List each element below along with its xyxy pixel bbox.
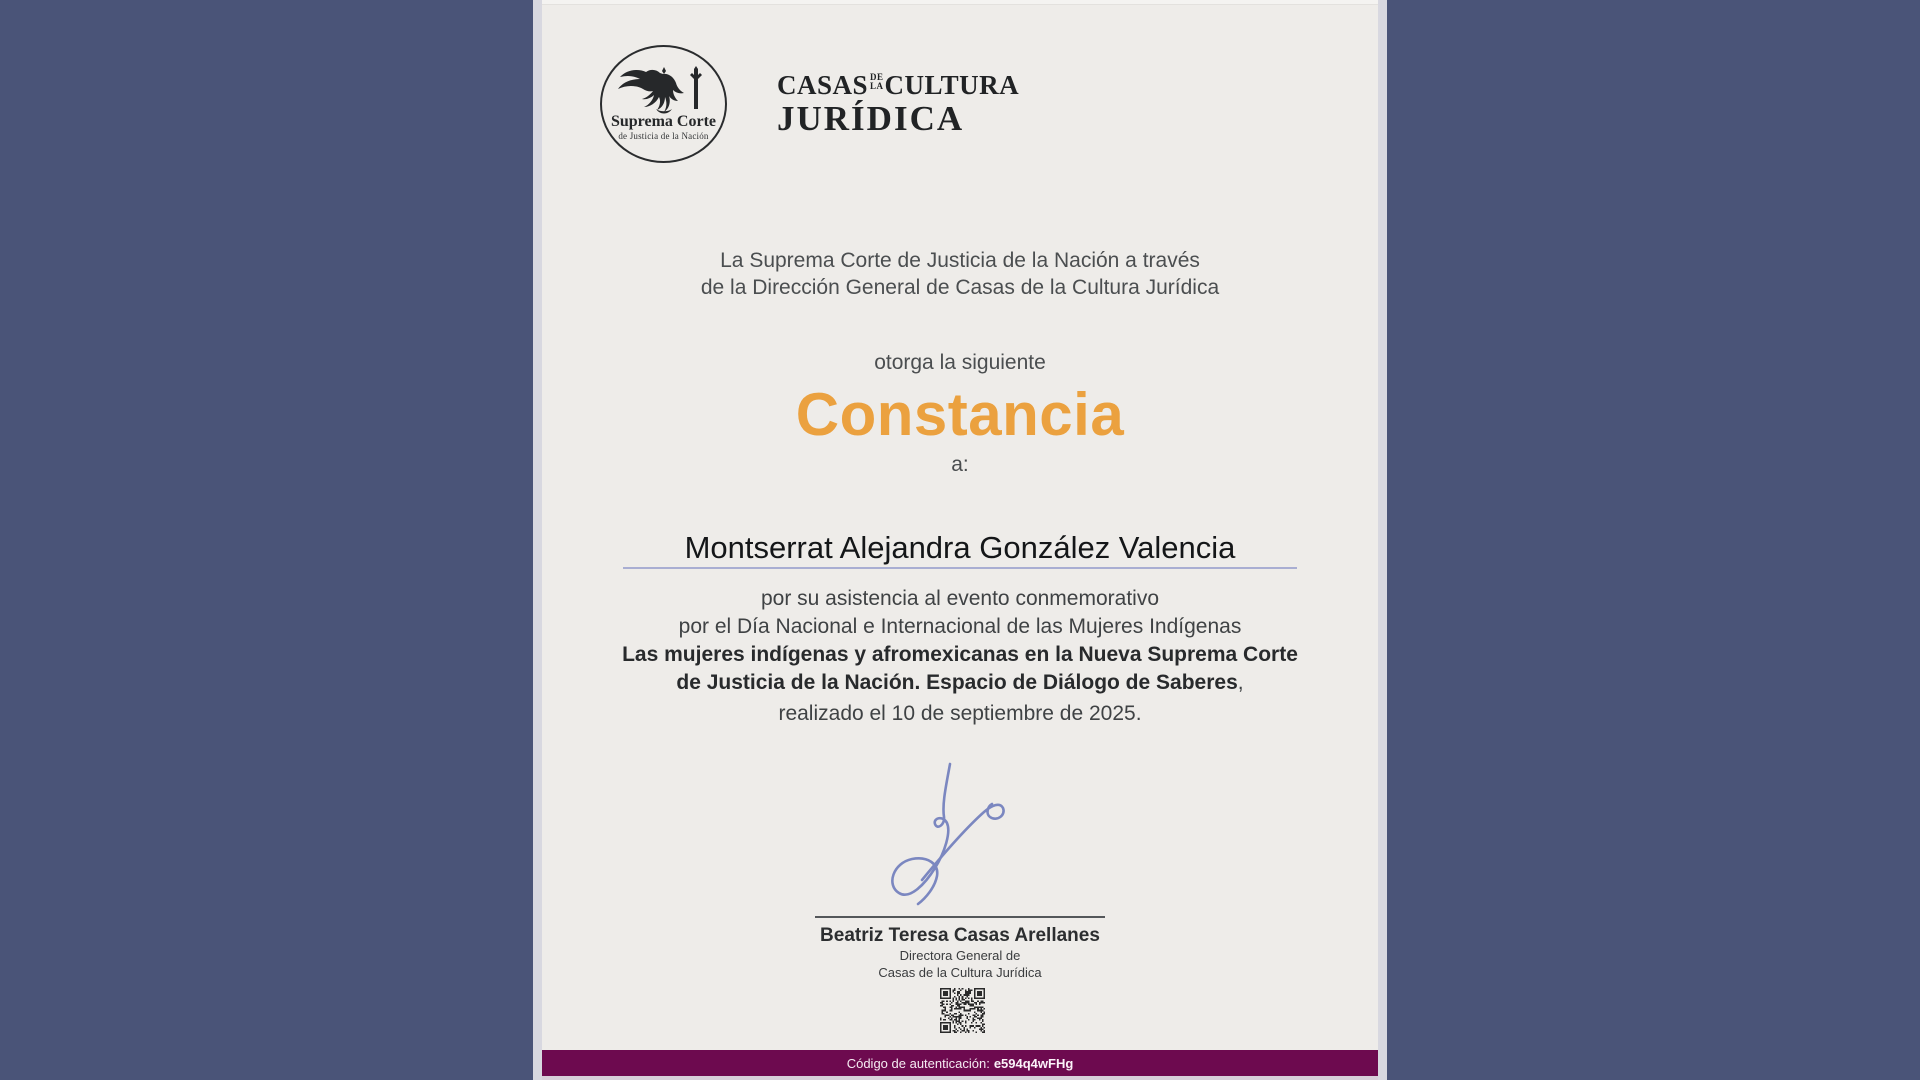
auth-code: e594q4wFHg xyxy=(993,1055,1074,1071)
body-line3: Las mujeres indígenas y afromexicanas en la Nueva Suprema Corte xyxy=(622,643,1298,666)
intro-paragraph xyxy=(542,247,1378,301)
seal-title: Suprema Corte xyxy=(610,113,717,130)
signer-role-line1: Directora General de xyxy=(899,948,1021,963)
signature-line xyxy=(815,916,1105,918)
wordmark-word1: CASAS xyxy=(777,70,869,100)
qr-code xyxy=(940,988,985,1033)
intro-line2: de la Dirección General de Casas de la Cultura Jurídica xyxy=(700,276,1220,299)
page-bottom-edge xyxy=(542,1076,1378,1080)
to-label: a: xyxy=(951,453,969,476)
body-paragraph xyxy=(542,585,1378,728)
casas-cultura-juridica-wordmark xyxy=(777,72,1019,136)
document-viewer-backdrop xyxy=(533,0,1387,1080)
grants-line: otorga la siguiente xyxy=(874,351,1046,374)
wordmark-word2: CULTURA xyxy=(884,70,1020,100)
signer-block xyxy=(542,924,1378,981)
intro-line1: La Suprema Corte de Justicia de la Nación a través xyxy=(720,249,1200,272)
signature-icon xyxy=(880,760,1020,912)
signer-name: Beatriz Teresa Casas Arellanes xyxy=(820,925,1100,946)
scjn-seal xyxy=(600,45,727,163)
certificate-title: Constancia xyxy=(795,381,1125,448)
wordmark-line2: JURÍDICA xyxy=(777,99,965,138)
authentication-bar xyxy=(542,1050,1378,1076)
recipient-name: Montserrat Alejandra González Valencia xyxy=(684,530,1236,565)
body-line2: por el Día Nacional e Internacional de las Mujeres Indígenas xyxy=(678,615,1242,638)
body-line5: realizado el 10 de septiembre de 2025. xyxy=(778,702,1142,725)
wordmark-de: DE xyxy=(870,72,884,82)
wordmark-la: LA xyxy=(870,81,884,91)
eagle-emblem-icon xyxy=(616,65,712,117)
signer-role-line2: Casas de la Cultura Jurídica xyxy=(878,965,1042,980)
certificate-page xyxy=(542,0,1378,1080)
recipient-name-underline xyxy=(623,567,1297,569)
body-line1: por su asistencia al evento conmemorativo xyxy=(760,587,1160,610)
auth-label: Código de autenticación: xyxy=(846,1055,990,1071)
seal-subtitle: de Justicia de la Nación xyxy=(618,131,709,141)
page-top-edge xyxy=(542,0,1378,5)
body-line4: de Justicia de la Nación. Espacio de Diálogo de Saberes, xyxy=(676,671,1244,694)
